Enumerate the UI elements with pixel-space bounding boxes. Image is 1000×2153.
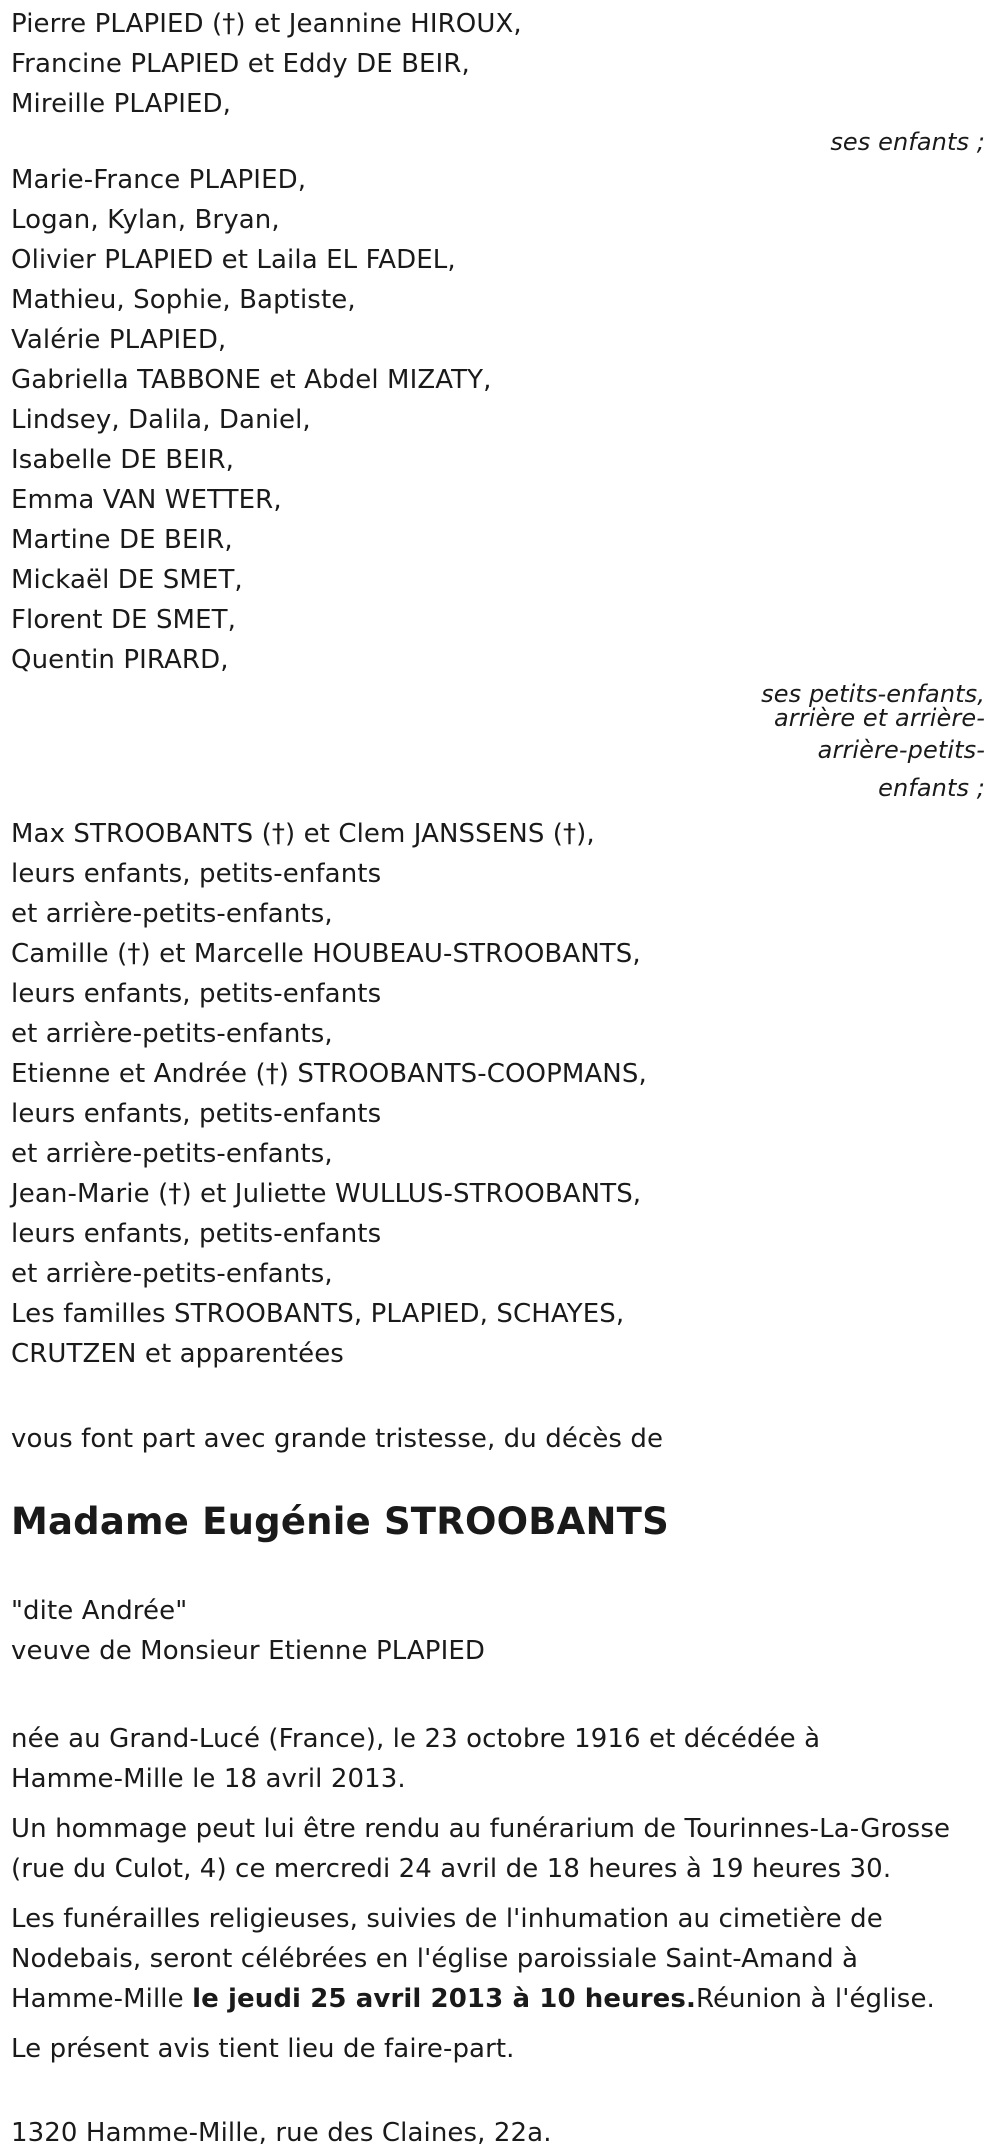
- family-line: Camille (†) et Marcelle HOUBEAU-STROOBANTS,: [11, 939, 641, 969]
- family-line: leurs enfants, petits-enfants: [11, 979, 382, 1009]
- grandchild-line: Florent DE SMET,: [11, 605, 236, 635]
- tribute-line: Un hommage peut lui être rendu au funérarium de Tourinnes-La-Grosse: [11, 1814, 951, 1844]
- grandchild-line: Lindsey, Dalila, Daniel,: [11, 405, 311, 435]
- deceased-widow-of: veuve de Monsieur Etienne PLAPIED: [11, 1636, 485, 1666]
- family-line: et arrière-petits-enfants,: [11, 1259, 333, 1289]
- death-line: Hamme-Mille le 18 avril 2013.: [11, 1764, 406, 1794]
- grandchildren-role-line: ses petits-enfants,: [761, 680, 985, 708]
- grandchild-line: Mickaël DE SMET,: [11, 565, 243, 595]
- funeral-line: Les funérailles religieuses, suivies de l'inhumation au cimetière de: [11, 1904, 883, 1934]
- deceased-alias: "dite Andrée": [11, 1596, 188, 1626]
- family-line: Jean-Marie (†) et Juliette WULLUS-STROOBANTS,: [11, 1179, 642, 1209]
- funeral-date-time: le jeudi 25 avril 2013 à 10 heures.: [192, 1984, 696, 2014]
- family-line: Les familles STROOBANTS, PLAPIED, SCHAYES,: [11, 1299, 625, 1329]
- grandchild-line: Mathieu, Sophie, Baptiste,: [11, 285, 356, 315]
- family-line: et arrière-petits-enfants,: [11, 899, 333, 929]
- extended-family-list: [11, 814, 989, 1374]
- family-line: et arrière-petits-enfants,: [11, 1019, 333, 1049]
- grandchildren-role-line: enfants ;: [878, 774, 985, 802]
- grandchildren-role-line: arrière-petits-: [817, 736, 985, 764]
- family-line: leurs enfants, petits-enfants: [11, 1219, 382, 1249]
- funeral-meeting: Réunion à l'église.: [695, 1984, 935, 2014]
- family-line: CRUTZEN et apparentées: [11, 1339, 344, 1369]
- child-line: Francine PLAPIED et Eddy DE BEIR,: [11, 49, 470, 79]
- funeral-paragraph: [11, 1899, 989, 2019]
- grandchild-line: Martine DE BEIR,: [11, 525, 233, 555]
- family-line: Etienne et Andrée (†) STROOBANTS-COOPMANS,: [11, 1059, 647, 1089]
- grandchildren-role-label: [11, 682, 989, 806]
- grandchild-line: Valérie PLAPIED,: [11, 325, 227, 355]
- children-list: [11, 4, 989, 124]
- family-line: leurs enfants, petits-enfants: [11, 1099, 382, 1129]
- funeral-line: Nodebais, seront célébrées en l'église paroissiale Saint-Amand à: [11, 1944, 859, 1974]
- child-line: Pierre PLAPIED (†) et Jeannine HIROUX,: [11, 9, 522, 39]
- grandchild-line: Emma VAN WETTER,: [11, 485, 282, 515]
- grandchild-line: Gabriella TABBONE et Abdel MIZATY,: [11, 365, 492, 395]
- grandchild-line: Isabelle DE BEIR,: [11, 445, 235, 475]
- family-line: Max STROOBANTS (†) et Clem JANSSENS (†),: [11, 819, 595, 849]
- grandchildren-role-line: arrière et arrière-: [773, 704, 985, 732]
- family-line: leurs enfants, petits-enfants: [11, 859, 382, 889]
- notice-text: Le présent avis tient lieu de faire-part.: [11, 2034, 515, 2064]
- funeral-place: Hamme-Mille: [11, 1984, 193, 2014]
- tribute-paragraph: [11, 1809, 989, 1889]
- grandchildren-list: [11, 160, 989, 680]
- announcement-text: vous font part avec grande tristesse, du décès de: [11, 1424, 664, 1454]
- address-text: 1320 Hamme-Mille, rue des Claines, 22a.: [11, 2118, 552, 2148]
- deceased-alias-block: [11, 1591, 989, 1671]
- funeral-line: [11, 1979, 989, 2019]
- birth-death-details: [11, 1719, 989, 1799]
- grandchild-line: Logan, Kylan, Bryan,: [11, 205, 280, 235]
- children-role-label: ses enfants ;: [830, 128, 985, 156]
- tribute-line: (rue du Culot, 4) ce mercredi 24 avril de 18 heures à 19 heures 30.: [11, 1854, 892, 1884]
- deceased-name: Madame Eugénie STROOBANTS: [11, 1500, 669, 1543]
- grandchild-line: Olivier PLAPIED et Laila EL FADEL,: [11, 245, 456, 275]
- child-line: Mireille PLAPIED,: [11, 89, 232, 119]
- family-line: et arrière-petits-enfants,: [11, 1139, 333, 1169]
- grandchild-line: Marie-France PLAPIED,: [11, 165, 307, 195]
- grandchild-line: Quentin PIRARD,: [11, 645, 229, 675]
- birth-line: née au Grand-Lucé (France), le 23 octobre 1916 et décédée à: [11, 1724, 821, 1754]
